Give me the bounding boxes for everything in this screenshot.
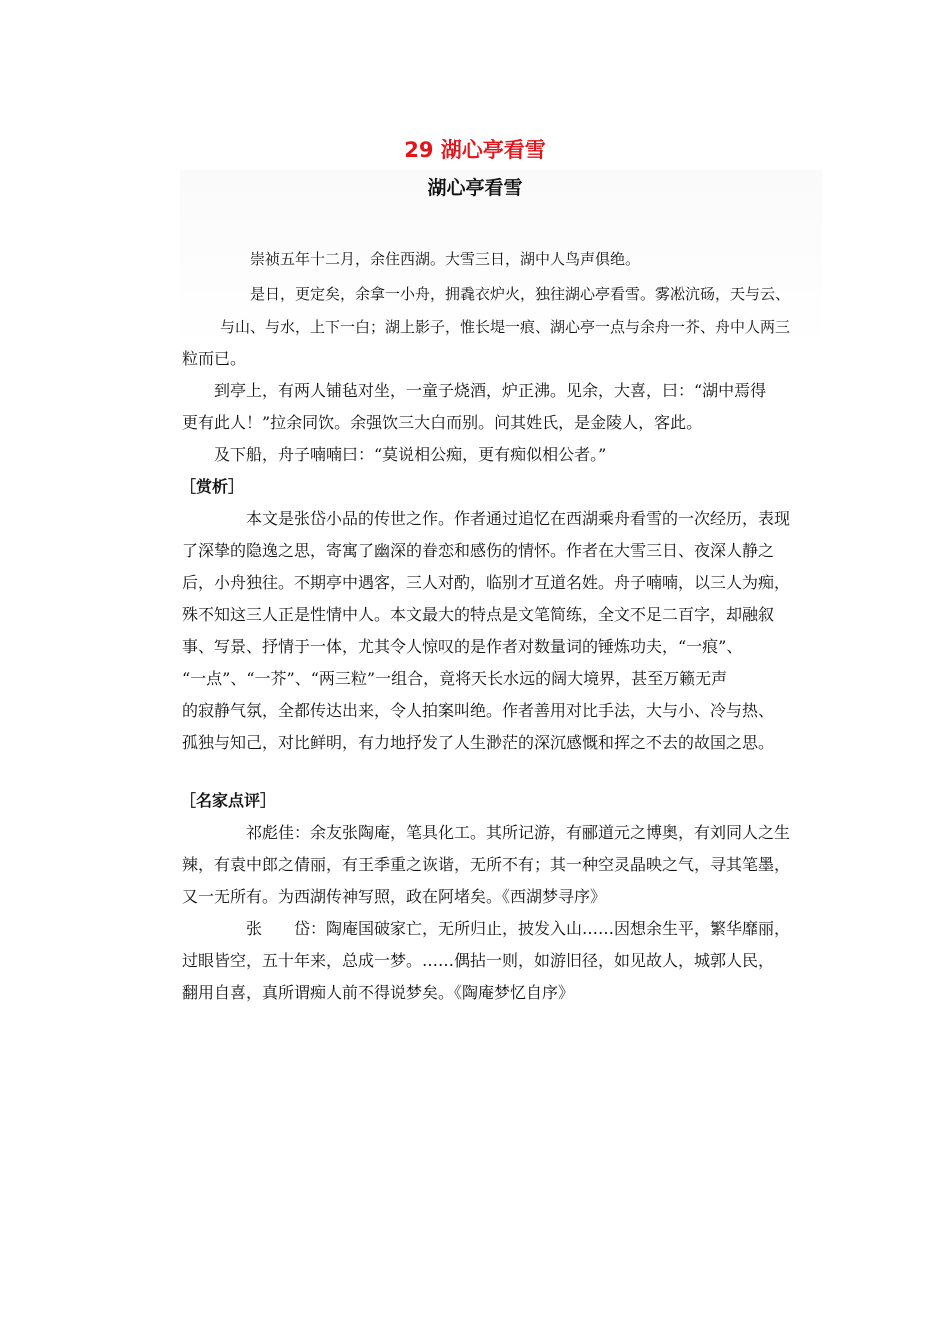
comment-line: 过眼皆空，五十年来，总成一梦。……偶拈一则，如游旧径，如见故人，城郭人民， bbox=[182, 951, 775, 970]
comment-line: 又一无所有。为西湖传神写照，政在阿堵矣。《西湖梦寻序》 bbox=[182, 887, 607, 906]
text-line: 崇祯五年十二月，余住西湖。大雪三日，湖中人鸟声俱绝。 bbox=[250, 250, 641, 268]
main-title: 29 湖心亭看雪 bbox=[404, 138, 546, 162]
appreciation-line: 本文是张岱小品的传世之作。作者通过追忆在西湖乘舟看雪的一次经历，表现 bbox=[246, 509, 791, 528]
comment-line: 祁彪佳：余友张陶庵，笔具化工。其所记游，有郦道元之博奥，有刘同人之生 bbox=[246, 823, 791, 842]
comment-line: 张 岱：陶庵国破家亡，无所归止，披发入山……因想余生平，繁华靡丽， bbox=[246, 919, 791, 938]
text-line: 与山、与水，上下一白；湖上影子，惟长堤一痕、湖心亭一点与余舟一芥、舟中人两三 bbox=[220, 318, 791, 336]
appreciation-line: “一点”、“一芥”、“两三粒”一组合，竟将天长水远的阔大境界，甚至万籁无声 bbox=[182, 669, 728, 688]
text-line: 更有此人！”拉余同饮。余强饮三大白而别。问其姓氏，是金陵人，客此。 bbox=[182, 413, 703, 432]
appreciation-heading: ［赏析］ bbox=[180, 477, 245, 496]
text-line: 是日，更定矣，余拿一小舟，拥毳衣炉火，独往湖心亭看雪。雾凇沆砀，天与云、 bbox=[250, 285, 791, 303]
appreciation-line: 的寂静气氛，全都传达出来，令人拍案叫绝。作者善用对比手法，大与小、冷与热、 bbox=[182, 701, 775, 720]
text-line: 及下船，舟子喃喃曰：“莫说相公痴，更有痴似相公者。” bbox=[214, 445, 607, 464]
appreciation-line: 殊不知这三人正是性情中人。本文最大的特点是文笔简练，全文不足二百字，却融叙 bbox=[182, 605, 775, 624]
text-line: 到亭上，有两人铺毡对坐，一童子烧酒，炉正沸。见余，大喜，曰：“湖中焉得 bbox=[214, 381, 767, 400]
text-line: 粒而已。 bbox=[182, 349, 247, 368]
sub-title: 湖心亭看雪 bbox=[427, 177, 523, 199]
comments-heading: ［名家点评］ bbox=[180, 791, 277, 810]
comment-line: 辣，有袁中郎之倩丽，有王季重之诙谐，无所不有；其一种空灵晶映之气，寻其笔墨， bbox=[182, 855, 791, 874]
appreciation-line: 孤独与知己，对比鲜明，有力地抒发了人生渺茫的深沉感慨和挥之不去的故国之思。 bbox=[182, 733, 775, 752]
appreciation-line: 事、写景、抒情于一体，尤其令人惊叹的是作者对数量词的锤炼功夫，“一痕”、 bbox=[182, 637, 743, 656]
appreciation-line: 后，小舟独往。不期亭中遇客，三人对酌，临别才互道名姓。舟子喃喃，以三人为痴， bbox=[182, 573, 791, 592]
appreciation-line: 了深挚的隐逸之思，寄寓了幽深的眷恋和感伤的情怀。作者在大雪三日、夜深人静之 bbox=[182, 541, 775, 560]
comment-line: 翻用自喜，真所谓痴人前不得说梦矣。《陶庵梦忆自序》 bbox=[182, 983, 575, 1002]
